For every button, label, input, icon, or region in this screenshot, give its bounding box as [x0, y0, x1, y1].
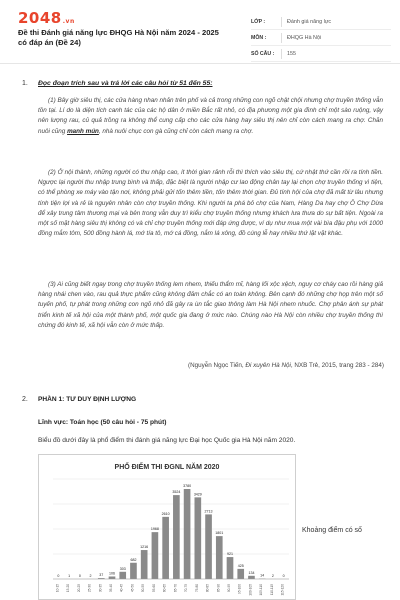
- chart-x-tick-label: 100-105: [248, 584, 253, 596]
- chart-value-label: 3524: [172, 490, 181, 495]
- chart-x-tick-label: 15-20: [66, 584, 71, 593]
- chart-value-label: 921: [227, 552, 233, 557]
- meta-value[interactable]: ĐHQG Hà Nội: [287, 34, 322, 41]
- logo-text: 2048: [18, 9, 62, 27]
- chart-title: PHỔ ĐIỂM THI ĐGNL NĂM 2020: [114, 464, 220, 471]
- chart-value-label: 37: [99, 573, 104, 578]
- chart-x-tick-label: 55-60: [151, 584, 156, 593]
- chart-bar: [162, 517, 169, 579]
- chart-bar: [152, 532, 159, 579]
- chart-value-label: 1968: [150, 527, 159, 532]
- citation-work: Đi xuyên Hà Nội: [245, 362, 291, 369]
- chart-x-tick-label: 85-90: [216, 584, 221, 593]
- passage-paragraph-3: (3) Ai cũng biết ngay trong chợ truyền thống lem nhem, thiếu thẩm mĩ, hàng lối xộc xệch, nguy cơ cháy cao rồi hàng giả hàng nhái chen vào, rau quả thực phẩm cũng không đảm chắc có an toàn không. Bên cạnh đó những chợ họp trên một số tuyến phố, tự phát trong những con ngõ nhỏ đã gây ra ùn tắc giao thông làm Hà Nội nhem nhuốc. Chợ phân ánh sự phát triển kinh tế xã hội của một thành phố, một quốc gia đang ở mức nào. Chúng nào Hà Nội còn nhiều chợ truyền thống thì chứng đó kinh tế, xã hội vẫn còn ở mức thấp.: [38, 281, 383, 329]
- meta-row-grade: [251, 14, 391, 30]
- chart-bar: [237, 569, 244, 579]
- question-number: 2.: [22, 396, 28, 403]
- citation-author: (Nguyễn Ngọc Tiến,: [187, 362, 246, 369]
- chart-x-tick-label: 40-45: [119, 584, 124, 593]
- chart-x-tick-label: 90-95: [227, 584, 231, 593]
- page-header: [0, 0, 400, 64]
- field-label: Lĩnh vực: Toán học (50 câu hỏi - 75 phút): [38, 419, 167, 426]
- chart-x-tick-label: 105-110: [259, 584, 264, 596]
- chart-value-label: 106: [109, 571, 115, 576]
- chart-bar: [119, 572, 126, 579]
- chart-bar: [184, 489, 191, 579]
- chart-value-label: 2713: [204, 509, 213, 514]
- chart-value-label: 2: [271, 573, 274, 578]
- chart-bar: [173, 495, 180, 579]
- chart-value-labels: [57, 484, 284, 578]
- site-logo[interactable]: [18, 9, 75, 27]
- chart-value-label: 0: [57, 574, 60, 578]
- chart-x-tick-label: 70-75: [184, 584, 189, 593]
- chart-x-tick-label: 25-30: [87, 584, 92, 593]
- chart-value-label: 1801: [215, 531, 224, 536]
- chart-bar: [216, 536, 223, 579]
- chart-x-tick-label: 20-25: [76, 584, 81, 593]
- passage-paragraph-2: (2) Ở nội thành, những người có thu nhập cao, ít thời gian rảnh rỗi thì thích vào siêu thị, cứ nhật thứ cần rồi ra tính tiền. Ngược lại người thu nhập trung bình và thấp, đặc biệt là người nhập cư lao động chân tay lại chọn chợ truyền thống vì tiện, có thể phòng xe máy vào tận nơi, không phải gửi tốn thêm tiền, tốn thêm thời gian. Đủ tính hội của chợ đã mất từ lâu nhưng tính tiện lợi và rẻ là nguyên nhân còn chợ truyền thống. Khi người ta phá bỏ chợ của Nam, Hàng Da hay chợ Ô Chợ Dừa để xây trung tâm thương mại và bên trong vẫn duy trì kiểu chợ truyền thống nhưng khách lưa thưa do sự bất tiện. Ngoài ra một số mặt hàng siêu thị không có và chỉ chợ truyền thống mới đáp ứng được, ví dụ như mua một vài bìa đậu phụ với 1000 đồng mắm tôm, 500 đồng hành lá, mớ tía tô, mớ cá đồng, nắm lá xông, đồ cúng lễ hay nhiều thứ lặt vặt khác.: [38, 169, 383, 238]
- score-distribution-chart: [38, 454, 296, 600]
- chart-value-label: 425: [237, 563, 244, 568]
- question-number: 1.: [22, 80, 28, 87]
- meta-row-subject: [251, 30, 391, 46]
- chart-x-tick-label: 115-120: [280, 584, 285, 596]
- meta-key: MÔN :: [251, 34, 267, 41]
- passage-text: , nhà nuôi chục con gà cũng chỉ còn cách mang ra chợ.: [98, 127, 254, 135]
- chart-x-tick-label: 75-80: [194, 584, 199, 593]
- chart-value-label: 1216: [140, 545, 149, 550]
- highlighted-word: manh mún: [67, 127, 99, 135]
- chart-value-label: 682: [130, 557, 137, 562]
- meta-divider: [281, 33, 282, 43]
- passage-text: (1) Bây giờ siêu thị, các cửa hàng nhan nhản trên phố và cả trong những con ngõ chật chội nhưng chợ truyền thống vẫn tồn tại. Lí do là diện tích canh tác của các hộ dân ở miền Bắc rất nhỏ, có địa phương một gia đình chỉ một sào ruộng, vậy nên lượng rau, củ quả trồng ra không thể cung cấp cho các cửa hàng hay siêu thị nên chỉ còn cách mang ra chợ. Chăn nuôi cũng: [38, 97, 383, 135]
- chart-bars: [66, 489, 276, 579]
- question-instruction: Đọc đoạn trích sau và trả lời các câu hỏi từ 51 đến 55:: [38, 80, 213, 87]
- meta-row-count: [251, 46, 391, 62]
- meta-value[interactable]: Đánh giá năng lực: [287, 18, 332, 25]
- question-intro: Biểu đồ dưới đây là phổ điểm thi đánh giá năng lực Đại học Quốc gia Hà Nội năm 2020.: [38, 437, 296, 444]
- chart-value-label: 3429: [193, 492, 202, 497]
- chart-x-tick-label: 80-85: [205, 584, 210, 593]
- chart-x-tick-label: 45-50: [130, 584, 135, 593]
- citation-source: , NXB Trẻ, 2015, trang 283 - 284): [290, 362, 384, 369]
- chart-x-tick-label: 95-100: [237, 584, 242, 594]
- chart-x-tick-label: 60-65: [162, 584, 167, 593]
- meta-value: 155: [287, 50, 296, 57]
- document-meta: [251, 14, 391, 62]
- passage-paragraph-1: [38, 96, 383, 137]
- part-title: PHẦN 1: TƯ DUY ĐỊNH LƯỢNG: [38, 396, 137, 403]
- chart-x-tick-label: 65-70: [173, 584, 178, 593]
- chart-x-tick-label: 50-55: [141, 584, 146, 593]
- meta-key: SỐ CÂU :: [251, 50, 275, 57]
- chart-x-tick-label: 110-115: [269, 584, 274, 596]
- chart-bar: [141, 550, 148, 579]
- chart-bar: [227, 557, 234, 579]
- chart-x-tick-label: 35-40: [109, 584, 113, 593]
- chart-value-label: 303: [119, 566, 126, 571]
- chart-bar: [205, 514, 212, 579]
- chart-value-label: 1: [68, 573, 71, 578]
- chart-value-label: 14: [260, 573, 265, 578]
- chart-x-ticks: [55, 584, 284, 596]
- chart-bar: [194, 497, 201, 579]
- chart-value-label: 2: [89, 573, 92, 578]
- chart-value-label: 2610: [161, 511, 170, 516]
- chart-value-label: 3780: [183, 484, 192, 488]
- meta-divider: [281, 17, 282, 27]
- logo-suffix: .vn: [62, 18, 75, 25]
- document-title: Đề thi Đánh giá năng lực ĐHQG Hà Nội năm 2024 - 2025 có đáp án (Đề 24): [18, 28, 219, 47]
- chart-x-tick-label: 10-15: [55, 584, 60, 593]
- meta-key: LỚP :: [251, 18, 266, 25]
- chart-bar: [248, 576, 255, 579]
- meta-divider: [281, 49, 282, 59]
- chart-value-label: 0: [282, 574, 285, 578]
- chart-bar: [130, 563, 137, 579]
- chart-value-label: 134: [248, 570, 255, 575]
- passage-citation: [188, 362, 384, 369]
- chart-gridlines: [53, 479, 289, 579]
- chart-bar: [109, 576, 116, 579]
- chart-value-label: 0: [78, 574, 81, 578]
- chart-x-tick-label: 30-35: [98, 584, 103, 593]
- chart-svg: [39, 455, 295, 599]
- chart-side-caption: Khoảng điểm có số: [302, 527, 362, 534]
